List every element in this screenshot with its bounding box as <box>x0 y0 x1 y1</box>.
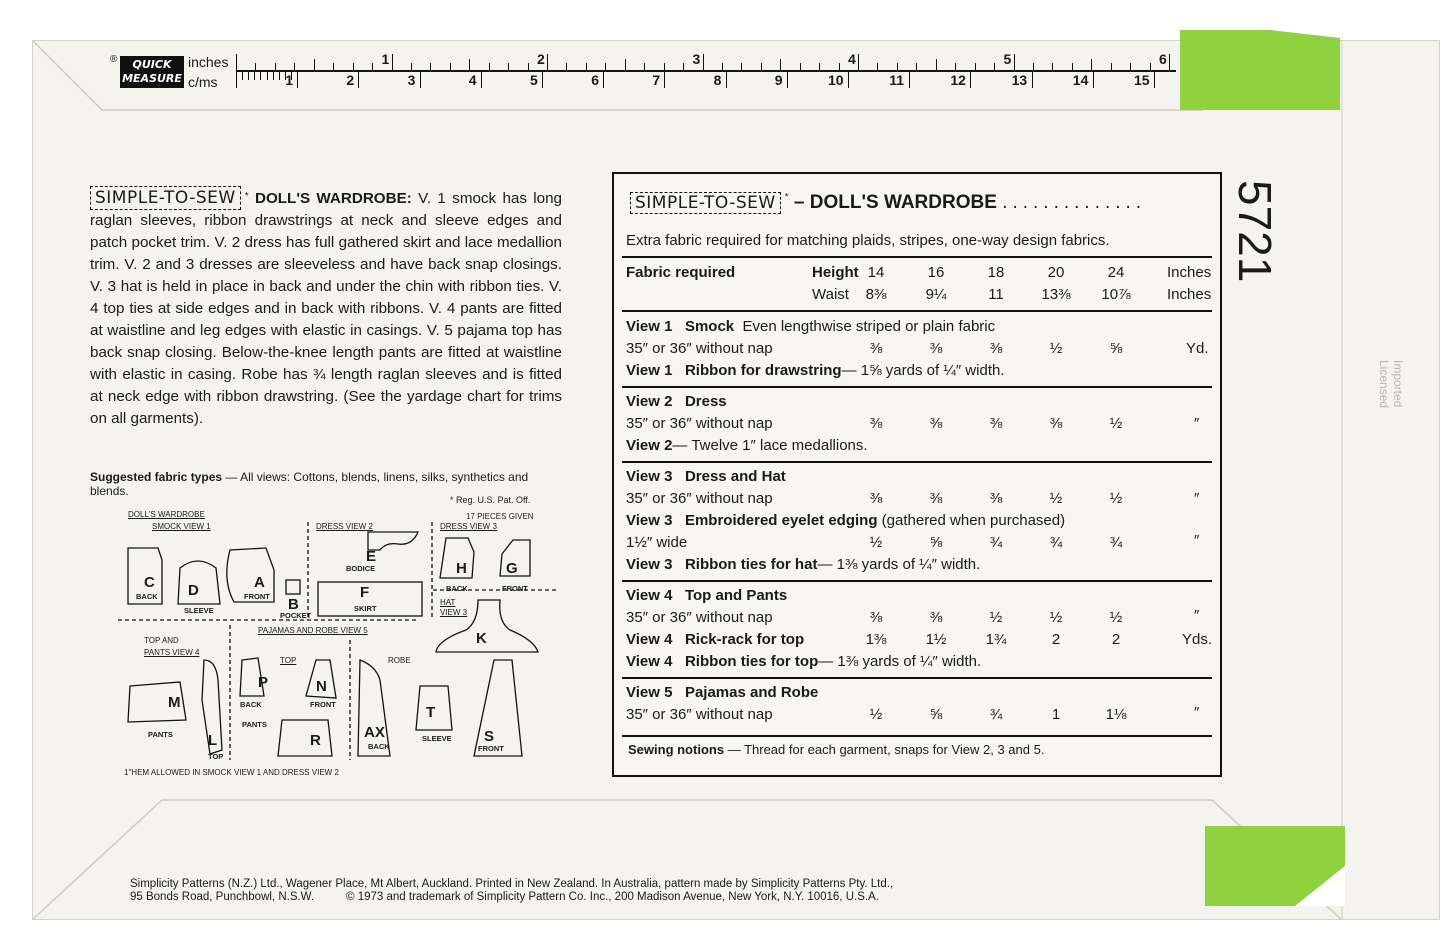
description-block <box>90 186 562 430</box>
view3b-row <box>626 512 1065 529</box>
hdr-dolls: DOLL'S WARDROBE <box>128 510 205 519</box>
inch-tick <box>586 63 587 70</box>
inch-tick <box>1150 63 1151 70</box>
yardage-value: ½ <box>869 534 883 551</box>
piece-H-label: BACK <box>446 584 468 593</box>
yardage-value: ½ <box>1049 490 1063 507</box>
piece-N: N <box>316 678 327 695</box>
piece-S: S <box>484 728 495 745</box>
view3c-name: Ribbon ties for hat <box>684 556 818 573</box>
cm-tick <box>848 72 849 88</box>
mm-tick <box>236 72 237 80</box>
hdr-top-and: TOP AND <box>144 636 179 645</box>
cm-number: 6 <box>591 72 599 88</box>
inch-tick <box>508 63 509 70</box>
yardage-value: ⅜ <box>869 490 883 507</box>
badge-line-1: QUICK <box>132 58 172 71</box>
piece-N-label: FRONT <box>310 700 336 709</box>
inch-tick <box>625 59 626 70</box>
inch-number: 5 <box>1003 51 1012 67</box>
piece-L-label: TOP <box>208 752 224 761</box>
waist-value: 8⅜ <box>865 286 887 303</box>
pattern-pieces-diagram <box>118 510 558 800</box>
piece-M: M <box>168 694 181 711</box>
view4c-row <box>626 653 981 670</box>
view2b-row <box>626 437 868 454</box>
inch-tick <box>605 63 606 70</box>
inch-number: 2 <box>537 51 545 67</box>
mm-tick <box>254 72 255 80</box>
view4b-name: Rick-rack for top <box>684 631 805 648</box>
cm-number: 8 <box>713 72 722 88</box>
yardage-value: ¾ <box>1109 534 1123 551</box>
view3-name: Dress and Hat <box>684 468 786 485</box>
yardage-value: ¾ <box>989 706 1003 723</box>
view1-label: View 1 <box>626 318 673 335</box>
cm-tick <box>664 72 665 88</box>
piece-B-label: POCKET <box>280 611 312 620</box>
yardage-value: ⅜ <box>929 609 943 626</box>
piece-F: F <box>360 584 370 601</box>
green-corner-top <box>1180 30 1340 110</box>
yardage-value: ¾ <box>1049 534 1063 551</box>
piece-G: G <box>506 560 518 577</box>
cm-tick <box>481 72 482 88</box>
piece-T-label: SLEEVE <box>422 734 452 743</box>
cm-tick <box>420 72 421 88</box>
view4-unit: ″ <box>1194 607 1200 624</box>
mm-tick <box>242 72 243 80</box>
view3-unit: ″ <box>1194 490 1200 507</box>
yardage-value: ⅝ <box>1109 340 1123 357</box>
view4c-name: Ribbon ties for top <box>684 653 819 670</box>
inch-tick <box>683 63 684 70</box>
inch-tick <box>430 63 431 70</box>
badge-line-2: MEASURE <box>122 72 182 85</box>
view1b-label: View 1 <box>626 362 673 379</box>
yardage-value: ⅜ <box>929 340 943 357</box>
inch-tick <box>703 54 704 70</box>
yardage-value: 1¾ <box>985 631 1007 648</box>
inch-tick <box>1052 63 1053 70</box>
inch-tick <box>450 63 451 70</box>
inch-tick <box>839 63 840 70</box>
height-value: 24 <box>1107 264 1125 281</box>
height-value: 14 <box>867 264 885 281</box>
cm-tick <box>909 72 910 88</box>
mm-tick <box>273 72 274 80</box>
view5-heading <box>626 684 818 701</box>
ruler-line <box>236 70 1176 72</box>
hem-note: 1"HEM ALLOWED IN SMOCK VIEW 1 AND DRESS VIEW 2 <box>124 768 339 777</box>
view1b-desc: — 1⅝ yards of ¼″ width. <box>841 362 1005 379</box>
cm-number: 11 <box>889 72 904 88</box>
view4-heading <box>626 587 787 604</box>
yardage-value: ⅜ <box>989 415 1003 432</box>
waist-value: 9¼ <box>925 286 947 303</box>
notions-text: — Thread for each garment, snaps for View 2, 3 and 5. <box>727 742 1045 757</box>
hdr-17-pieces: 17 PIECES GIVEN <box>466 512 534 521</box>
view2-label: View 2 <box>626 393 673 410</box>
inch-tick <box>1169 54 1170 70</box>
inch-tick <box>372 63 373 70</box>
inch-tick <box>566 63 567 70</box>
view5-name: Pajamas and Robe <box>684 684 819 701</box>
inch-tick <box>664 63 665 70</box>
piece-R-label: PANTS <box>242 720 267 729</box>
yardage-value: ⅜ <box>989 340 1003 357</box>
cm-number: 14 <box>1072 72 1089 88</box>
view3b-name: Embroidered eyelet edging <box>684 512 878 529</box>
view3b-label: View 3 <box>626 512 673 529</box>
cm-tick <box>726 72 727 88</box>
inch-number: 1 <box>381 51 390 67</box>
piece-A: A <box>254 574 265 591</box>
piece-M-label: PANTS <box>148 730 173 739</box>
piece-AX: AX <box>364 724 385 741</box>
cm-tick <box>1032 72 1033 88</box>
description-title: DOLL'S WARDROBE: <box>255 190 412 207</box>
hdr-dress3: DRESS VIEW 3 <box>440 522 497 531</box>
inch-tick <box>975 63 976 70</box>
yardage-value: ⅜ <box>1049 415 1063 432</box>
hdr-pajamas: PAJAMAS AND ROBE VIEW 5 <box>258 626 368 635</box>
inch-tick <box>333 63 334 70</box>
yardage-value: ½ <box>1049 340 1063 357</box>
faint-stamp-text: Imported Licensed <box>1377 360 1405 409</box>
piece-E-label: BODICE <box>346 564 376 573</box>
view3-heading <box>626 468 786 485</box>
piece-P: P <box>258 674 269 691</box>
fabric-types-label: Suggested fabric types <box>90 470 223 484</box>
view5-unit: ″ <box>1194 704 1200 721</box>
hdr-smock: SMOCK VIEW 1 <box>152 522 211 531</box>
piece-AX-label: BACK <box>368 742 390 751</box>
rule <box>622 735 1212 737</box>
inch-tick <box>353 63 354 70</box>
view1-row-label: 35″ or 36″ without nap <box>626 340 773 357</box>
green-corner-bottom <box>1205 826 1345 906</box>
inch-number: 4 <box>848 51 856 67</box>
inch-tick <box>255 63 256 70</box>
view1-desc: Even lengthwise striped or plain fabric <box>742 318 996 335</box>
inch-tick <box>780 59 781 70</box>
view4-row-label: 35″ or 36″ without nap <box>626 609 773 626</box>
footer-line-2: 95 Bonds Road, Punchbowl, N.S.W. © 1973 and trademark of Simplicity Pattern Co. Inc., 200 Madison Avenue, New York, N.Y. 10016, U.S.A. <box>130 891 879 903</box>
yardage-value: ⅜ <box>869 340 883 357</box>
inch-tick <box>275 63 276 70</box>
cm-tick <box>603 72 604 88</box>
cm-tick <box>1154 72 1155 88</box>
hdr-dress2: DRESS VIEW 2 <box>316 522 373 531</box>
piece-B: B <box>288 596 299 613</box>
inch-tick <box>547 54 548 70</box>
cm-number: 12 <box>950 72 966 88</box>
height-value: 20 <box>1047 264 1065 281</box>
piece-H: H <box>456 560 467 577</box>
rule <box>622 386 1212 388</box>
yardage-value: ½ <box>1109 609 1123 626</box>
yardage-value: ½ <box>1109 490 1123 507</box>
view3b-row-label: 1½″ wide <box>626 534 688 551</box>
cm-tick <box>787 72 788 88</box>
yardage-value: ½ <box>1049 609 1063 626</box>
view4c-label: View 4 <box>626 653 673 670</box>
yardage-value: ½ <box>1109 415 1123 432</box>
view3c-desc: — 1⅜ yards of ¼″ width. <box>817 556 981 573</box>
description-text: V. 1 smock has long raglan sleeves, ribbon drawstrings at neck and sleeve edges and patch pocket trim. V. 2 dress has full gathered skirt and lace medallion trim. V. 2 and 3 dresses are sleeveless and have back snap closings. V. 3 hat is held in place in back and under the chin with ribbon ties. V. 4 top ties at side edges and in back with ribbons. V. 4 pants are fitted at waistline and leg edges with elastic in casings. V. 5 pajama top has back snap closing. Below-the-knee length pants are fitted at waistline with elastic in casing. Robe has ¾ length raglan sleeves and is fitted at neck edge with ribbon drawstring. (See the yardage chart for trims on all garments). <box>90 190 562 427</box>
logo-text: SIMPLE-TO-SEW <box>95 188 236 208</box>
mm-tick <box>260 72 261 80</box>
yardage-value: ⅜ <box>869 415 883 432</box>
registered-mark: ® <box>110 54 118 65</box>
view4b-row <box>626 631 804 648</box>
quick-measure-ruler <box>110 50 1180 95</box>
chart-title-text: – DOLL'S WARDROBE <box>793 192 997 213</box>
fabric-required-label: Fabric required <box>626 264 736 281</box>
quick-measure-badge <box>120 56 184 88</box>
view2-row-label: 35″ or 36″ without nap <box>626 415 773 432</box>
view3c-label: View 3 <box>626 556 673 573</box>
mm-tick <box>267 72 268 80</box>
publisher-footer <box>130 878 1090 904</box>
view3b-desc: (gathered when purchased) <box>881 512 1066 529</box>
reg-us-note: * Reg. U.S. Pat. Off. <box>450 495 531 505</box>
ruler-cm-label: c/ms <box>188 74 218 90</box>
piece-T: T <box>426 704 436 721</box>
fabric-types-text: — All views: Cottons, blends, linens, silks, synthetics and blends. <box>90 470 529 498</box>
inch-tick <box>236 54 237 70</box>
rule <box>622 677 1212 679</box>
view5-label: View 5 <box>626 684 673 701</box>
inch-tick <box>644 63 645 70</box>
view5-row-label: 35″ or 36″ without nap <box>626 706 773 723</box>
cm-tick <box>297 72 298 88</box>
cm-number: 2 <box>346 72 355 88</box>
inch-tick <box>897 63 898 70</box>
cm-number: 7 <box>652 72 661 88</box>
yardage-value: ½ <box>869 706 883 723</box>
piece-C-label: BACK <box>136 592 158 601</box>
view4b-unit: Yds. <box>1182 631 1213 648</box>
yardage-value: ⅜ <box>989 490 1003 507</box>
yardage-value: 2 <box>1051 631 1061 648</box>
inch-number: 3 <box>692 51 701 67</box>
inch-tick <box>877 63 878 70</box>
view3c-row <box>626 556 980 573</box>
inch-tick <box>916 63 917 70</box>
hdr-hat-view: VIEW 3 <box>440 608 468 617</box>
rule <box>622 580 1212 582</box>
mm-tick <box>248 72 249 80</box>
ruler-inches-label: inches <box>188 54 229 70</box>
piece-D: D <box>188 582 199 599</box>
hdr-top: TOP <box>280 656 297 665</box>
waist-label: Waist <box>812 286 849 303</box>
yardage-value: 1 <box>1051 706 1061 723</box>
height-value: 18 <box>987 264 1005 281</box>
notions-label: Sewing notions <box>628 742 725 757</box>
waist-value: 11 <box>988 286 1004 303</box>
inch-tick <box>722 63 723 70</box>
piece-D-label: SLEEVE <box>184 606 214 615</box>
inch-tick <box>761 63 762 70</box>
inch-tick <box>314 59 315 70</box>
inch-tick <box>469 59 470 70</box>
hdr-pants-view: PANTS VIEW 4 <box>144 648 200 657</box>
view4b-label: View 4 <box>626 631 673 648</box>
hdr-robe: ROBE <box>388 656 411 665</box>
inch-tick <box>1033 63 1034 70</box>
extra-fabric-note: Extra fabric required for matching plaids, stripes, one-way design fabrics. <box>626 232 1110 249</box>
rule <box>622 461 1212 463</box>
view4-name: Top and Pants <box>684 587 788 604</box>
cm-tick <box>1093 72 1094 88</box>
inch-tick <box>1014 54 1015 70</box>
view4c-desc: — 1⅜ yards of ¼″ width. <box>818 653 982 670</box>
view1-unit: Yd. <box>1186 340 1209 357</box>
height-label: Height <box>812 264 859 281</box>
view1b-name: Ribbon for drawstring <box>684 362 842 379</box>
piece-S-label: FRONT <box>478 744 504 753</box>
piece-L: L <box>208 732 218 749</box>
chart-logo: SIMPLE-TO-SEW <box>630 192 781 214</box>
cm-number: 3 <box>407 72 416 88</box>
view3b-unit: ″ <box>1194 532 1200 549</box>
view1-name: Smock <box>684 318 735 335</box>
inch-tick <box>800 63 801 70</box>
height-value: 16 <box>927 264 945 281</box>
piece-A-label: FRONT <box>244 592 270 601</box>
inches-unit-1: Inches <box>1167 264 1212 281</box>
rule <box>622 310 1212 312</box>
view3-label: View 3 <box>626 468 673 485</box>
piece-E: E <box>366 548 377 565</box>
view2b-label: View 2 <box>626 437 673 454</box>
view2b-desc: — Twelve 1″ lace medallions. <box>672 437 868 454</box>
piece-K: K <box>476 630 487 647</box>
cm-number: 5 <box>530 72 538 88</box>
inch-tick <box>741 63 742 70</box>
yardage-value: ¾ <box>989 534 1003 551</box>
chart-title-dots: .............. <box>1002 192 1147 213</box>
cm-tick <box>970 72 971 88</box>
piece-R: R <box>310 732 321 749</box>
inch-tick <box>1111 63 1112 70</box>
piece-F-label: SKIRT <box>354 604 377 613</box>
sewing-notions <box>628 742 1044 757</box>
inch-tick <box>411 63 412 70</box>
hdr-hat: HAT <box>440 598 456 607</box>
piece-P-label: BACK <box>240 700 262 709</box>
inch-number: 6 <box>1159 51 1167 67</box>
yardage-value: 2 <box>1111 631 1121 648</box>
cm-number: 15 <box>1134 72 1150 88</box>
footer-line-1: Simplicity Patterns (N.Z.) Ltd., Wagener Place, Mt Albert, Auckland. Printed in New Zealand. In Australia, pattern made by Simplicity Patterns Pty. Ltd., <box>130 878 894 890</box>
inch-tick <box>1091 59 1092 70</box>
cm-tick <box>358 72 359 88</box>
inch-tick <box>294 63 295 70</box>
inch-tick <box>1130 63 1131 70</box>
yardage-value: ⅜ <box>929 415 943 432</box>
yardage-chart <box>612 172 1222 777</box>
chart-logo-star: * <box>784 192 789 203</box>
inch-tick <box>936 59 937 70</box>
pattern-number: 5721 <box>1229 180 1281 283</box>
cm-number: 9 <box>774 72 783 88</box>
yardage-value: 1½ <box>925 631 947 648</box>
yardage-value: 1⅛ <box>1105 706 1127 723</box>
cm-number: 10 <box>828 72 844 88</box>
inch-tick <box>528 63 529 70</box>
view1b-row <box>626 362 1005 379</box>
cm-tick <box>542 72 543 88</box>
inch-tick <box>1072 63 1073 70</box>
waist-value: 13⅜ <box>1041 286 1071 303</box>
inch-tick <box>858 54 859 70</box>
view4-label: View 4 <box>626 587 673 604</box>
cm-number: 13 <box>1011 72 1028 88</box>
rule <box>622 256 1212 258</box>
fabric-types <box>90 470 562 498</box>
view2-name: Dress <box>684 393 727 410</box>
piece-G-label: FRONT <box>502 584 528 593</box>
inches-unit-2: Inches <box>1167 286 1212 303</box>
simple-to-sew-logo <box>90 186 241 210</box>
cm-number: 1 <box>285 72 293 88</box>
yardage-value: ⅝ <box>929 706 943 723</box>
inch-tick <box>994 63 995 70</box>
yardage-value: ½ <box>989 609 1003 626</box>
inch-tick <box>392 54 393 70</box>
view2-heading <box>626 393 727 410</box>
inch-tick <box>489 63 490 70</box>
inch-tick <box>955 63 956 70</box>
inch-tick <box>819 63 820 70</box>
cm-number: 4 <box>468 72 477 88</box>
yardage-value: ⅜ <box>869 609 883 626</box>
view3-row-label: 35″ or 36″ without nap <box>626 490 773 507</box>
waist-value: 10⅞ <box>1101 286 1131 303</box>
logo-star: * <box>244 191 249 202</box>
yardage-value: 1⅜ <box>865 631 887 648</box>
yardage-value: ⅝ <box>929 534 943 551</box>
chart-title <box>630 192 1146 214</box>
mm-tick <box>279 72 280 80</box>
view2-unit: ″ <box>1194 415 1200 432</box>
view1-heading <box>626 318 995 335</box>
piece-C: C <box>144 574 155 591</box>
yardage-value: ⅜ <box>929 490 943 507</box>
